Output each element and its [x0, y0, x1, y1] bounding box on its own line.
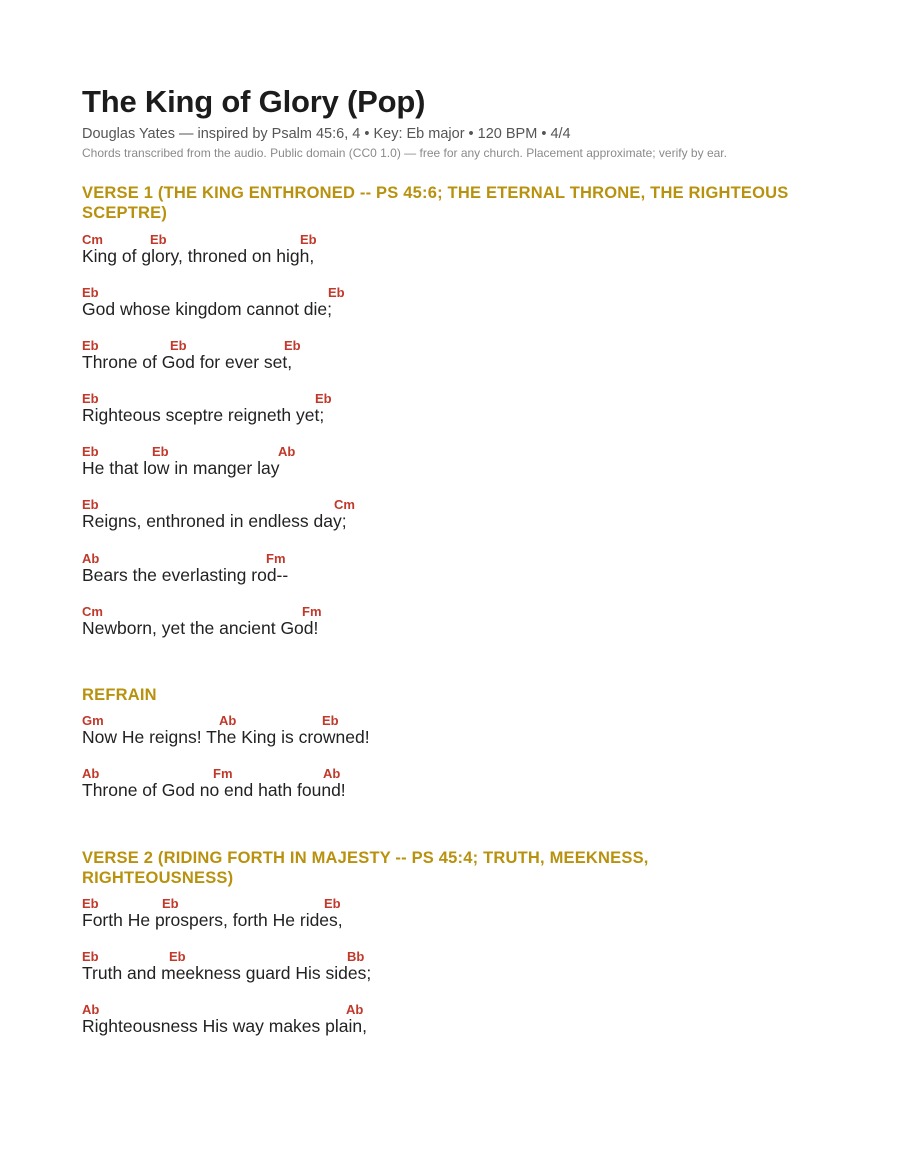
- lyric-line: Truth and meekness guard His sides;: [82, 963, 372, 983]
- lyric-line: Bears the everlasting rod--: [82, 565, 289, 585]
- song-title: The King of Glory (Pop): [82, 84, 426, 119]
- chord: Eb: [324, 896, 341, 911]
- lyric-line: Throne of God no end hath found!: [82, 780, 346, 800]
- chord: Ab: [82, 766, 100, 781]
- license-note: Chords transcribed from the audio. Public domain (CC0 1.0) — free for any church. Placement approximate; verify by ear.: [82, 146, 727, 160]
- lyric-line: He that low in manger lay: [82, 458, 280, 478]
- lyric-line: Forth He prospers, forth He rides,: [82, 910, 343, 930]
- lyric-line: Newborn, yet the ancient God!: [82, 618, 319, 638]
- lyric-line: Throne of God for ever set,: [82, 352, 293, 372]
- chord: Fm: [302, 604, 322, 619]
- song-meta: Douglas Yates — inspired by Psalm 45:6, 4 • Key: Eb major • 120 BPM • 4/4: [82, 126, 571, 142]
- chord: Eb: [82, 444, 99, 459]
- lyric-line: Reigns, enthroned in endless day;: [82, 511, 347, 531]
- chord: Fm: [213, 766, 233, 781]
- chord: Eb: [170, 338, 187, 353]
- chord: Fm: [266, 551, 286, 566]
- chord: Eb: [300, 232, 317, 247]
- lyric-line: God whose kingdom cannot die;: [82, 299, 333, 319]
- chord: Eb: [315, 391, 332, 406]
- chord: Eb: [162, 896, 179, 911]
- chord: Eb: [82, 896, 99, 911]
- chord: Eb: [284, 338, 301, 353]
- chord: Ab: [278, 444, 296, 459]
- lyric-line: Righteous sceptre reigneth yet;: [82, 405, 325, 425]
- chord: Cm: [82, 232, 103, 247]
- chord: Eb: [152, 444, 169, 459]
- section-heading-verse-1: VERSE 1 (THE KING ENTHRONED -- PS 45:6; THE ETERNAL THRONE, THE RIGHTEOUS SCEPTRE): [82, 184, 789, 222]
- chord: Eb: [82, 285, 99, 300]
- chord: Eb: [82, 949, 99, 964]
- chord: Eb: [82, 391, 99, 406]
- chord: Ab: [346, 1002, 364, 1017]
- lyric-line: Now He reigns! The King is crowned!: [82, 727, 370, 747]
- chord: Ab: [82, 1002, 100, 1017]
- chord: Gm: [82, 713, 104, 728]
- chord: Eb: [150, 232, 167, 247]
- chord: Ab: [219, 713, 237, 728]
- lyric-line: King of glory, throned on high,: [82, 246, 315, 266]
- chord: Eb: [322, 713, 339, 728]
- chord: Eb: [82, 338, 99, 353]
- chord: Eb: [169, 949, 186, 964]
- section-heading-verse-2: VERSE 2 (RIDING FORTH IN MAJESTY -- PS 45:4; TRUTH, MEEKNESS, RIGHTEOUSNESS): [82, 849, 649, 887]
- chord: Eb: [328, 285, 345, 300]
- lyric-line: Righteousness His way makes plain,: [82, 1016, 367, 1036]
- chord: Bb: [347, 949, 365, 964]
- chord: Cm: [82, 604, 103, 619]
- chord: Cm: [334, 497, 355, 512]
- chord: Ab: [82, 551, 100, 566]
- section-heading-refrain: REFRAIN: [82, 686, 157, 704]
- chord: Eb: [82, 497, 99, 512]
- chord: Ab: [323, 766, 341, 781]
